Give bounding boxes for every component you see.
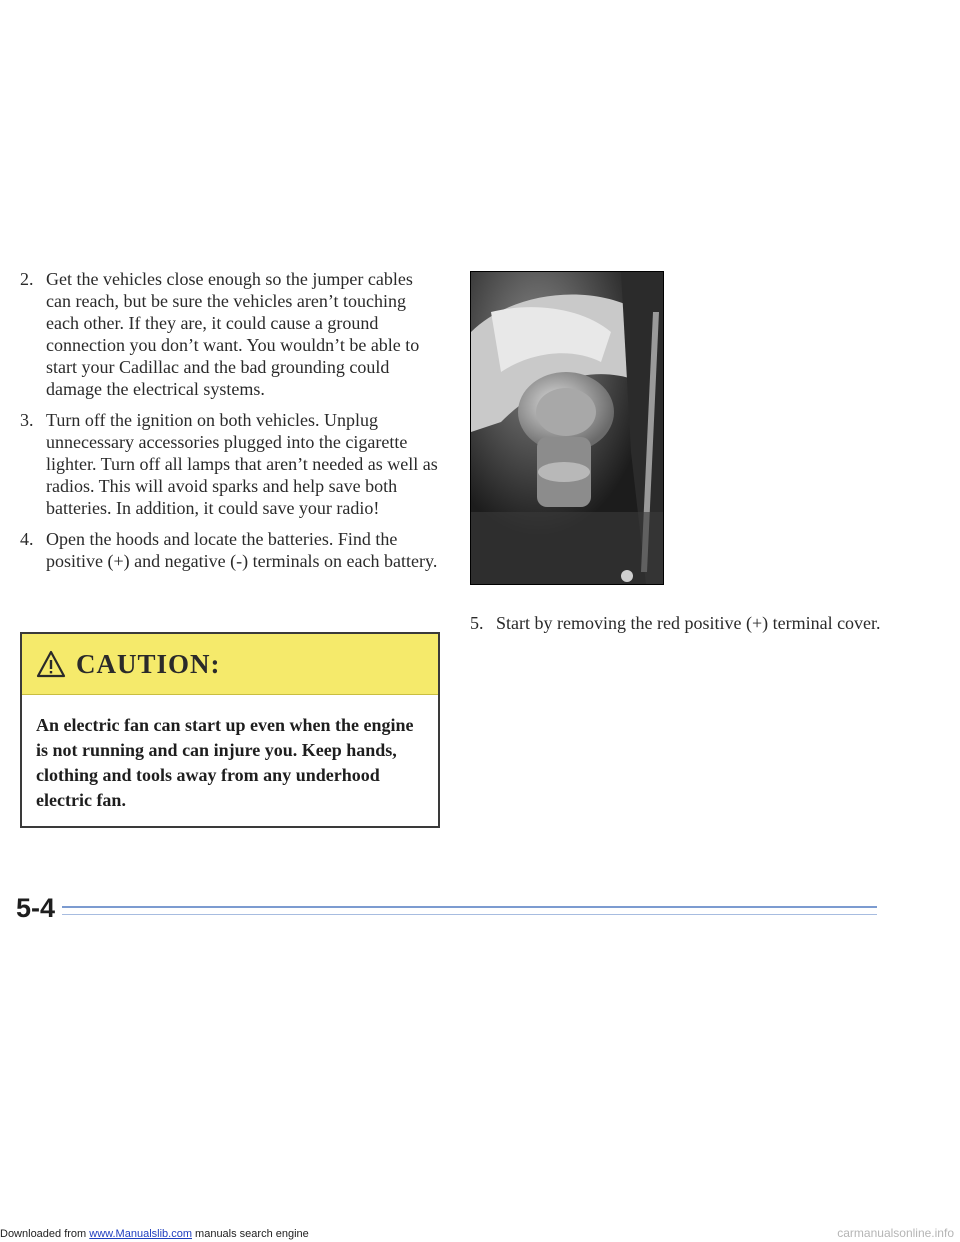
step-text: Start by removing the red positive (+) terminal cover. — [496, 613, 881, 633]
steps-right-column — [470, 612, 890, 643]
banner-prefix: Downloaded from — [0, 1228, 90, 1240]
step-number: 5. — [470, 613, 484, 633]
banner-suffix: manuals search engine — [191, 1228, 309, 1240]
step-number: 2. — [20, 269, 34, 289]
step-text: Get the vehicles close enough so the jumper cables can reach, but be sure the vehicles aren’t touching each other. If they are, it could cause a ground connection you don’t want. You wouldn’t be able to start your Cadillac and the bad grounding could damage the electrical systems. — [46, 269, 420, 399]
battery-terminal-photo — [470, 271, 664, 585]
step-item — [20, 528, 440, 572]
footer-rule — [62, 906, 877, 918]
step-item — [20, 409, 440, 519]
step-number: 3. — [20, 410, 34, 430]
terminal-cover-image — [471, 272, 663, 584]
step-number: 4. — [20, 529, 34, 549]
step-item — [470, 612, 890, 634]
step-text: Open the hoods and locate the batteries. Find the positive (+) and negative (-) terminals on each battery. — [46, 529, 438, 571]
caution-text: An electric fan can start up even when the engine is not running and can injure you. Keep hands, clothing and tools away from any underhood electric fan. — [36, 715, 414, 810]
warning-triangle-icon — [36, 650, 66, 678]
step-item — [20, 268, 440, 400]
caution-header — [22, 634, 438, 695]
footer-rule-line — [62, 906, 877, 908]
page-number: 5-4 — [16, 893, 56, 923]
watermark: carmanualsonline.info — [837, 1226, 954, 1240]
caution-title: CAUTION: — [76, 649, 221, 679]
download-banner — [0, 1227, 960, 1242]
footer-rule-line — [62, 914, 877, 915]
step-text: Turn off the ignition on both vehicles. Unplug unnecessary accessories plugged into the cigarette lighter. Turn off all lamps that aren’t needed as well as radios. This will avoid sparks and help save both batteries. In addition, it could save your radio! — [46, 410, 438, 518]
caution-box — [20, 632, 440, 828]
manualslib-link[interactable]: www.Manualslib.com — [89, 1228, 192, 1240]
steps-left-column — [20, 268, 440, 581]
